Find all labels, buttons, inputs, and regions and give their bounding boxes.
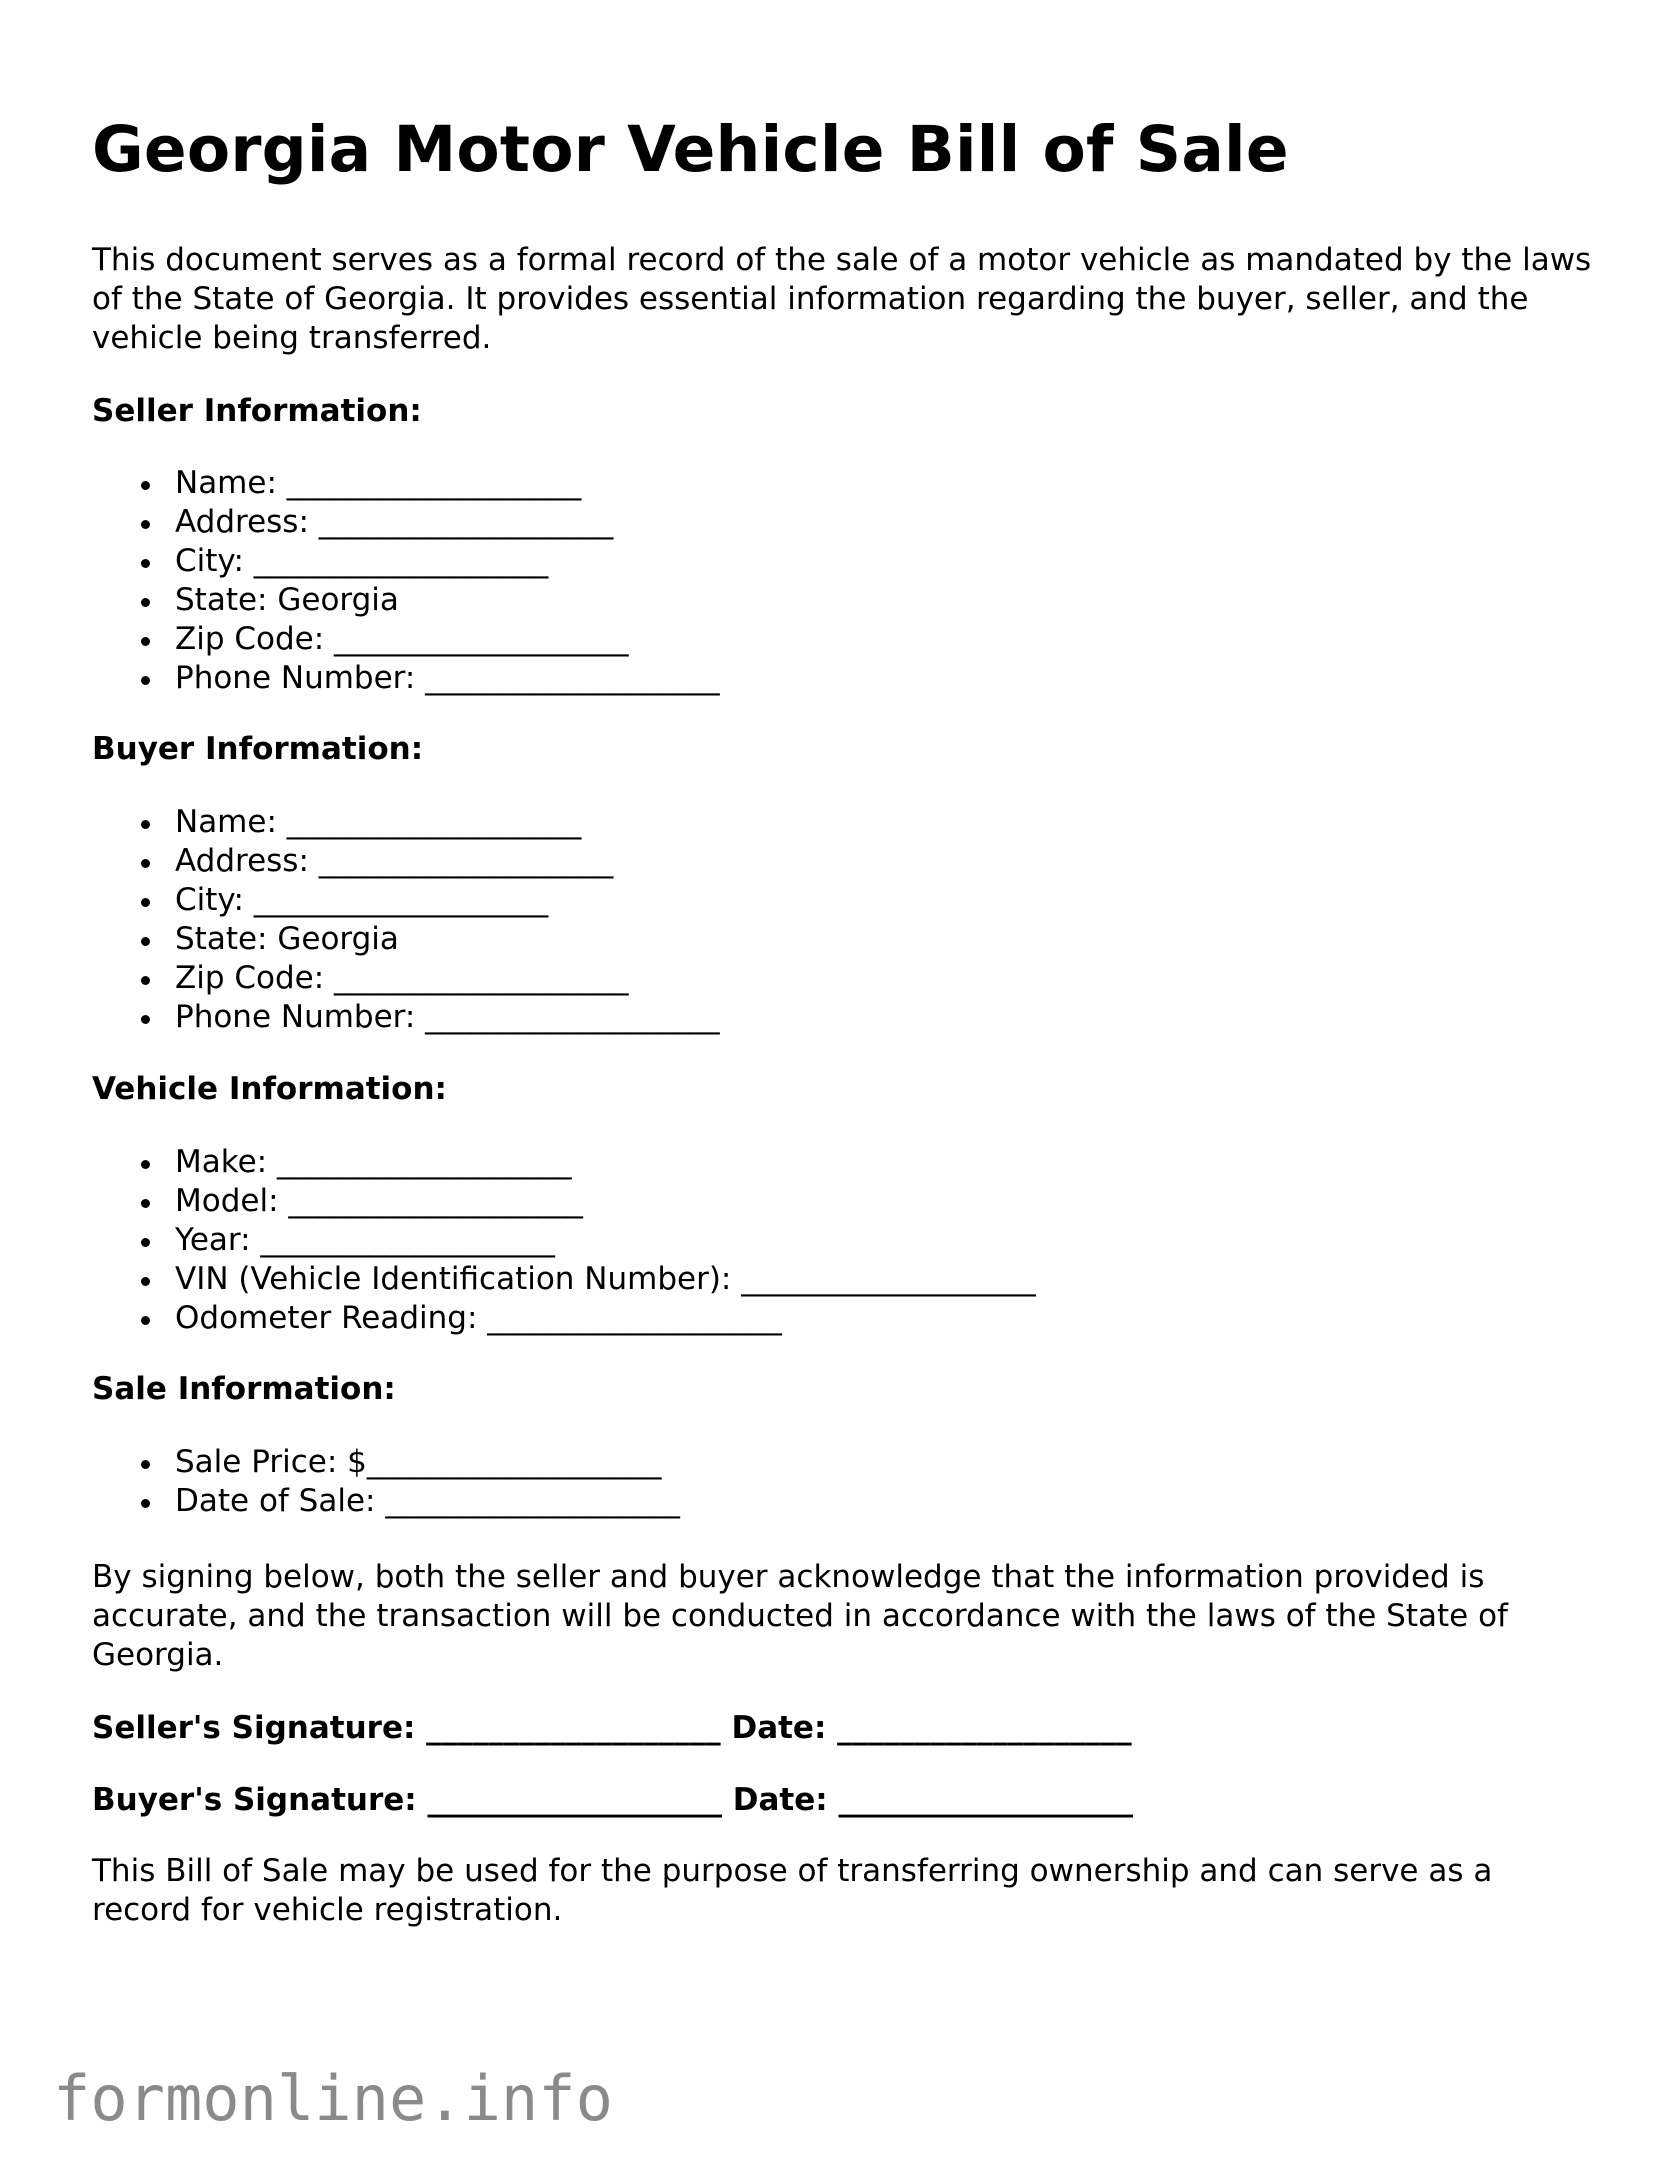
buyer-city-field[interactable]: City: ___________________ — [92, 881, 720, 920]
seller-name-field[interactable]: Name: ___________________ — [92, 464, 720, 503]
seller-info-list — [92, 464, 720, 698]
closing-paragraph: This Bill of Sale may be used for the purpose of transferring ownership and can serve as a record for vehicle registration. — [92, 1853, 1493, 1928]
intro-paragraph: This document serves as a formal record of the sale of a motor vehicle as mandated by the laws of the State of Georgia. It provides essential information regarding the buyer, seller, and the vehicle being transferred. — [92, 242, 1592, 356]
buyer-zip-field[interactable]: Zip Code: ___________________ — [92, 959, 720, 998]
sale-price-field[interactable]: Sale Price: $___________________ — [92, 1443, 680, 1482]
sale-info-list — [92, 1443, 680, 1521]
buyer-state-field: State: Georgia — [92, 920, 720, 959]
vehicle-info-heading: Vehicle Information: — [92, 1071, 447, 1107]
vehicle-odometer-field[interactable]: Odometer Reading: ___________________ — [92, 1299, 1036, 1338]
vehicle-vin-field[interactable]: VIN (Vehicle Identification Number): ___________________ — [92, 1260, 1036, 1299]
seller-city-field[interactable]: City: ___________________ — [92, 542, 720, 581]
buyer-info-heading: Buyer Information: — [92, 731, 424, 767]
seller-phone-field[interactable]: Phone Number: ___________________ — [92, 659, 720, 698]
vehicle-model-field[interactable]: Model: ___________________ — [92, 1182, 1036, 1221]
buyer-signature-line[interactable]: Buyer's Signature: ___________________ Date: ___________________ — [92, 1782, 1133, 1818]
vehicle-make-field[interactable]: Make: ___________________ — [92, 1143, 1036, 1182]
seller-address-field[interactable]: Address: ___________________ — [92, 503, 720, 542]
vehicle-info-list — [92, 1143, 1036, 1338]
buyer-phone-field[interactable]: Phone Number: ___________________ — [92, 998, 720, 1037]
buyer-info-list — [92, 803, 720, 1037]
buyer-address-field[interactable]: Address: ___________________ — [92, 842, 720, 881]
seller-zip-field[interactable]: Zip Code: ___________________ — [92, 620, 720, 659]
seller-signature-line[interactable]: Seller's Signature: ___________________ Date: ___________________ — [92, 1710, 1132, 1746]
document-title: Georgia Motor Vehicle Bill of Sale — [92, 113, 1289, 186]
seller-state-field: State: Georgia — [92, 581, 720, 620]
acknowledgment-paragraph: By signing below, both the seller and buyer acknowledge that the information provided is accurate, and the transaction will be conducted in accordance with the laws of the State of Georgia. — [92, 1559, 1508, 1673]
vehicle-year-field[interactable]: Year: ___________________ — [92, 1221, 1036, 1260]
sale-date-field[interactable]: Date of Sale: ___________________ — [92, 1482, 680, 1521]
buyer-name-field[interactable]: Name: ___________________ — [92, 803, 720, 842]
sale-info-heading: Sale Information: — [92, 1371, 396, 1407]
seller-info-heading: Seller Information: — [92, 393, 422, 429]
watermark-text: formonline.info — [53, 2062, 613, 2135]
